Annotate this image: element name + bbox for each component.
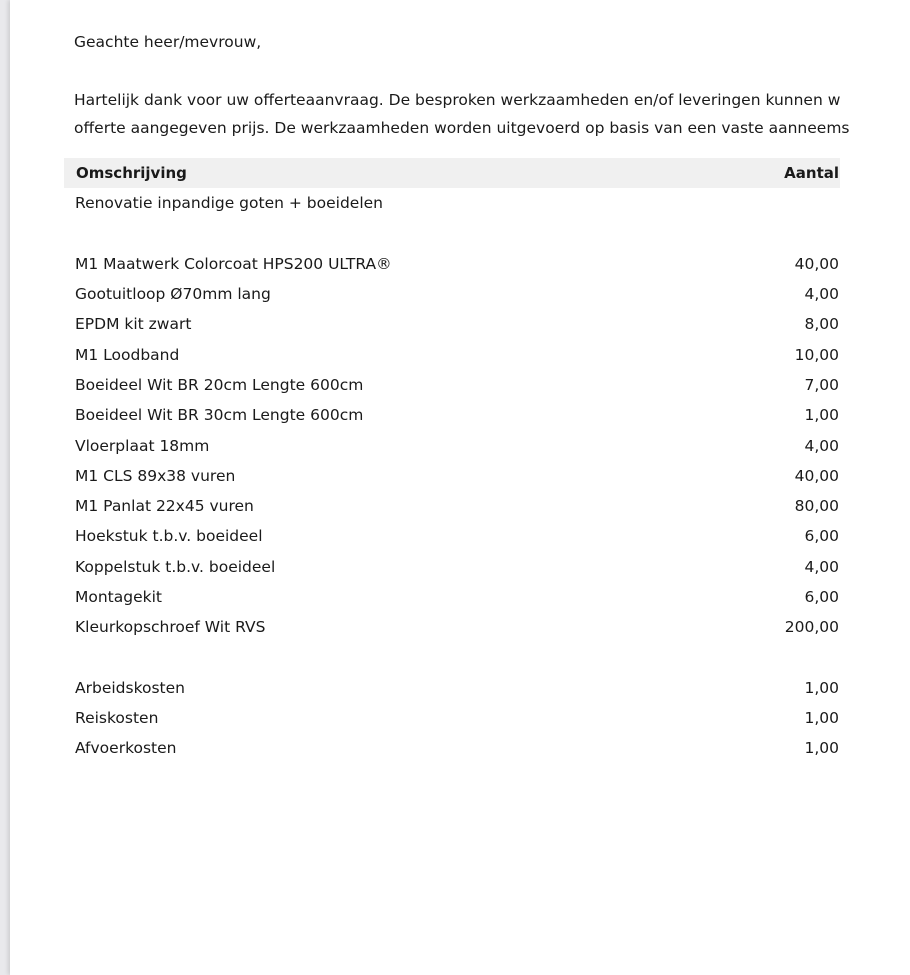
item-description: EPDM kit zwart (75, 315, 192, 334)
intro-line: Hartelijk dank voor uw offerteaanvraag. De besproken werkzaamheden en/of leveringen kunnen w (74, 91, 841, 109)
item-quantity: 40,00 (794, 254, 839, 273)
item-quantity: 10,00 (794, 345, 839, 364)
item-quantity: 7,00 (804, 375, 839, 394)
row-spacer (64, 642, 840, 672)
item-quantity: 4,00 (804, 436, 839, 455)
item-description: Gootuitloop Ø70mm lang (75, 285, 271, 304)
item-description: Boeideel Wit BR 30cm Lengte 600cm (75, 406, 364, 425)
item-description: Reiskosten (75, 709, 159, 728)
column-header-quantity: Aantal (784, 164, 839, 182)
table-row (64, 521, 840, 551)
item-description: Arbeidskosten (75, 678, 185, 697)
item-quantity: 1,00 (804, 406, 839, 425)
materials-list (64, 249, 840, 643)
item-quantity: 40,00 (794, 466, 839, 485)
row-spacer (64, 218, 840, 248)
item-description: Koppelstuk t.b.v. boeideel (75, 557, 276, 576)
table-row (64, 400, 840, 430)
item-description: Boeideel Wit BR 20cm Lengte 600cm (75, 375, 364, 394)
table-row (64, 249, 840, 279)
item-quantity: 200,00 (784, 618, 839, 637)
table-row (64, 461, 840, 491)
item-description: M1 Panlat 22x45 vuren (75, 497, 254, 516)
item-description: Hoekstuk t.b.v. boeideel (75, 527, 263, 546)
intro-line: offerte aangegeven prijs. De werkzaamheden worden uitgevoerd op basis van een vaste aannee​ms (74, 119, 850, 137)
table-row (64, 582, 840, 612)
table-row (64, 339, 840, 369)
item-quantity: 8,00 (804, 315, 839, 334)
item-quantity: 6,00 (804, 588, 839, 606)
item-description: Afvoerkosten (75, 739, 177, 758)
item-quantity: 1,00 (804, 739, 839, 758)
item-quantity: 4,00 (804, 557, 839, 576)
table-row (64, 733, 840, 763)
item-quantity: 80,00 (794, 497, 839, 516)
table-row (64, 552, 840, 582)
table-row (64, 430, 840, 460)
item-description: Vloerplaat 18mm (75, 436, 210, 455)
item-description: Kleurkopschroef Wit RVS (75, 618, 266, 637)
greeting: Geachte heer/mevrouw, (74, 33, 262, 51)
table-row (64, 370, 840, 400)
table-row (64, 612, 840, 642)
item-description: M1 Loodband (75, 345, 180, 364)
intro-paragraph (74, 86, 850, 142)
document-page (10, 0, 910, 975)
costs-list (64, 673, 840, 764)
item-quantity: 6,00 (804, 527, 839, 546)
item-description: M1 CLS 89x38 vuren (75, 466, 236, 485)
item-quantity: 4,00 (804, 285, 839, 304)
section-title: Renovatie inpandige goten + boeidelen (75, 194, 383, 213)
item-quantity: 1,00 (804, 678, 839, 697)
table-row (64, 703, 840, 733)
table-header (64, 158, 840, 188)
item-description: M1 Maatwerk Colorcoat HPS200 ULTRA® (75, 254, 392, 273)
item-description: Montagekit (75, 588, 162, 606)
table-row (64, 673, 840, 703)
column-header-description: Omschrijving (76, 164, 187, 182)
table-row (64, 491, 840, 521)
item-quantity: 1,00 (804, 709, 839, 728)
quote-table (64, 158, 840, 764)
table-row (64, 309, 840, 339)
table-section-title (64, 188, 840, 218)
table-row (64, 279, 840, 309)
